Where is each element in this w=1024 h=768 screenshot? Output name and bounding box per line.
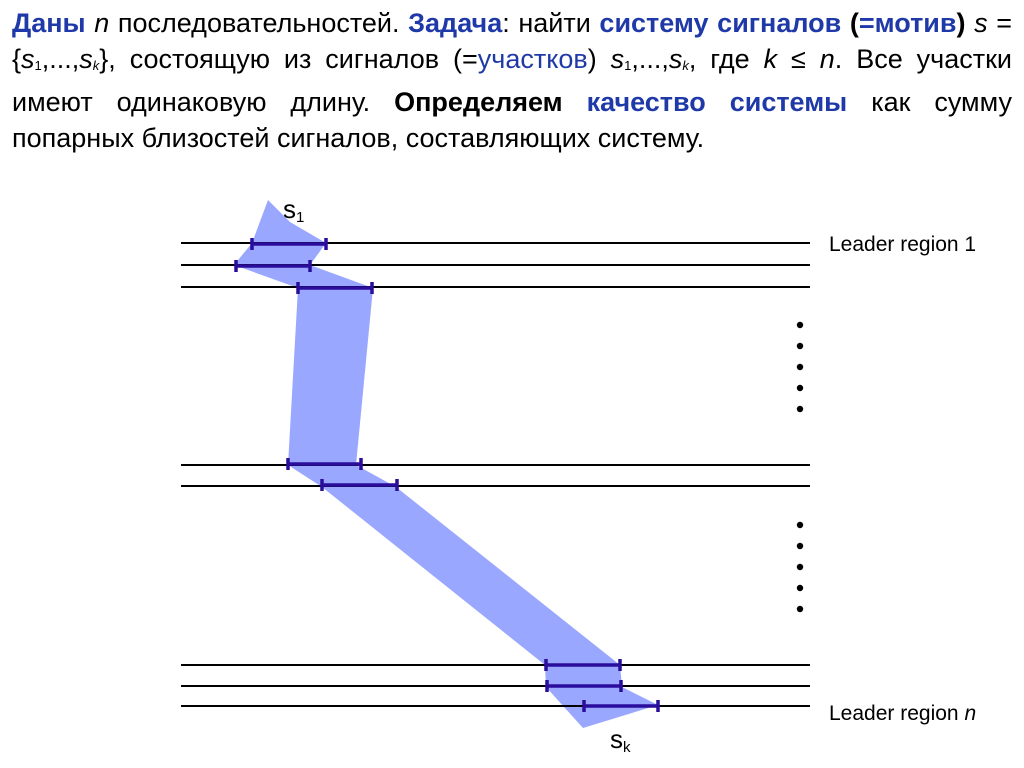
intro-var-s: s [974,8,988,38]
intro-text-5: , где [688,44,764,74]
signal-label-last-sub: k [623,739,631,756]
signal-label-first-s: s [283,194,296,224]
signal-label-last [610,724,631,756]
intro-term-segments: участков [477,44,588,74]
intro-var-s1: s [21,44,35,74]
intro-paren-close: ) [956,8,975,38]
intro-text-4: ) [587,44,611,74]
intro-var-skb: s [668,44,683,74]
intro-text-2: : найти [502,8,600,38]
intro-word-given: Даны [12,8,86,38]
intro-leq: ≤ [777,44,820,74]
intro-term-system-quality: качество системы [586,87,848,117]
intro-sub-1: 1 [34,58,42,73]
intro-set-open: = { [12,8,1012,74]
intro-paren-open: ( [841,8,859,38]
leader-region-last-n: n [964,702,977,725]
intro-var-n2: n [819,44,835,74]
intro-text-6: . Все участки имеют одинаковую длину. [12,44,1012,117]
intro-word-define: Определяем [394,87,563,117]
intro-var-k: k [763,44,778,74]
intro-ellipsis-2: ,..., [631,44,669,74]
signal-label-last-s: s [610,724,623,754]
intro-sub-k: k [92,58,100,73]
intro-term-motif: =мотив [858,8,957,38]
ellipsis-dots-lower [797,522,803,612]
intro-word-task: Задача [408,8,503,38]
ellipsis-dots-upper [797,322,803,412]
intro-ellipsis-1: ,..., [41,44,80,74]
intro-text-1: последовательностей. [109,8,409,38]
intro-var-s1b: s [610,44,625,74]
intro-var-n: n [94,8,110,38]
intro-sub-kb: k [682,58,689,73]
intro-text-3: }, состоящую из сигналов (= [99,44,478,74]
signal-label-first [283,194,304,226]
intro-sub-1b: 1 [624,58,632,73]
signal-label-first-sub: 1 [296,209,305,226]
leader-region-last-prefix: Leader region [829,702,965,725]
leader-region-last-label [829,702,976,725]
intro-term-signal-system: систему сигналов [599,8,842,38]
leader-region-first-label: Leader region 1 [829,233,977,256]
intro-var-sk: s [79,44,93,74]
intro-text-7: как сумму попарных близостей сигналов, составляющих систему. [12,87,1012,153]
